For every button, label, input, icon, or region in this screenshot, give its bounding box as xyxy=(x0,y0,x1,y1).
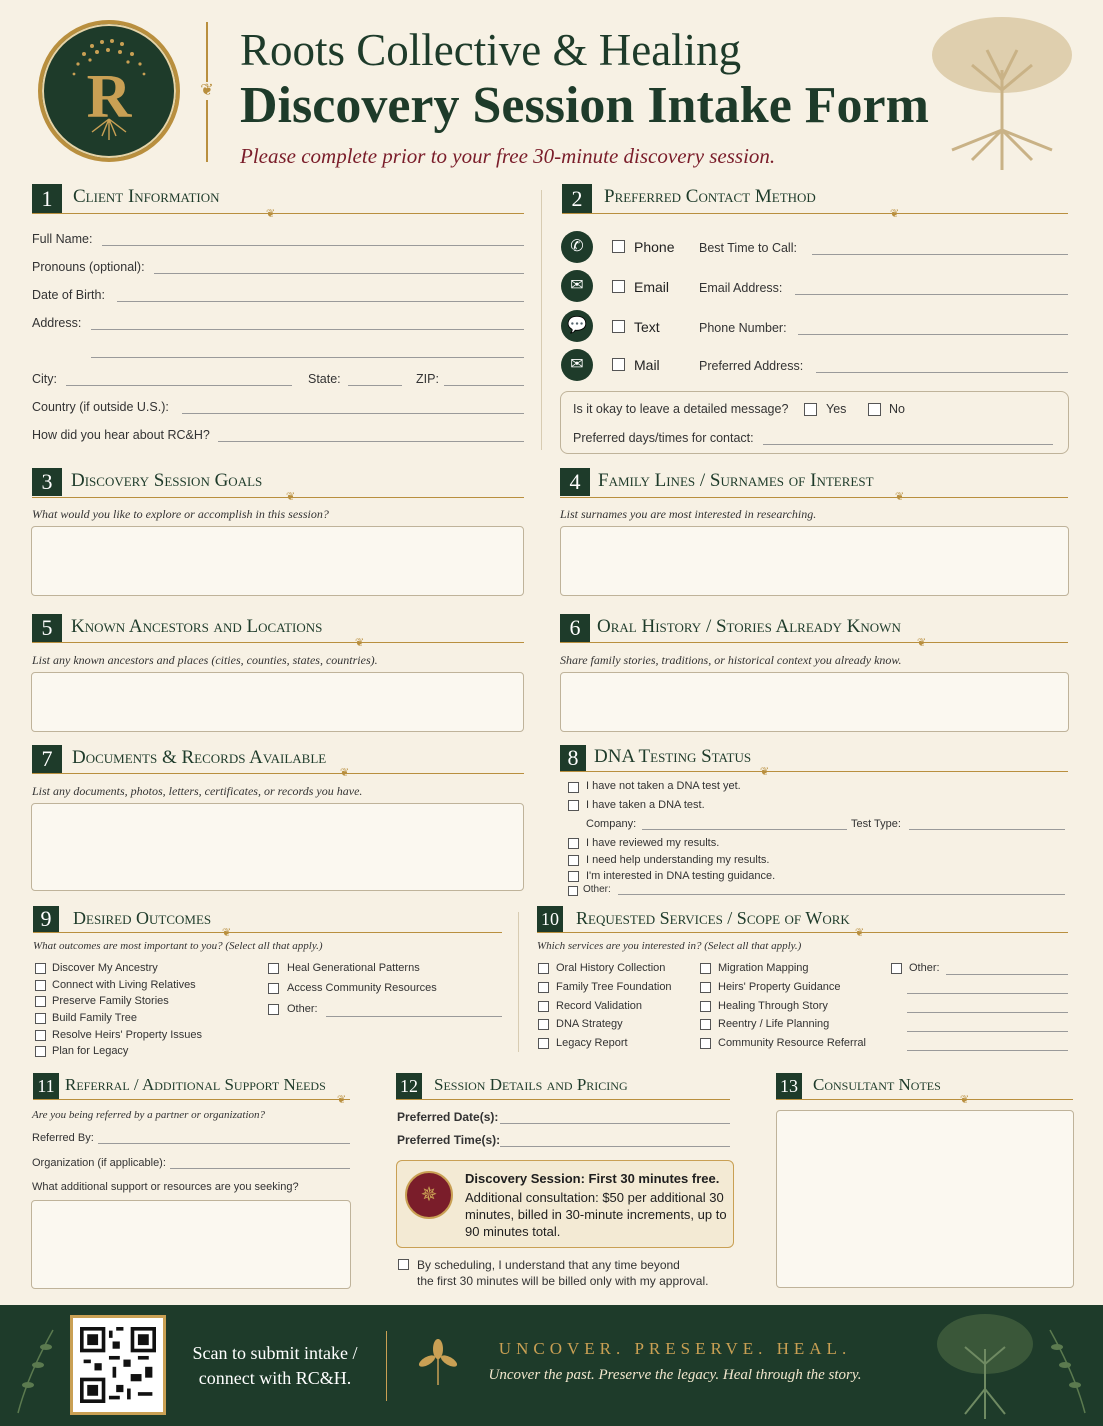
outcome-checkbox[interactable] xyxy=(35,963,46,974)
goals-textarea[interactable] xyxy=(31,526,524,596)
dna-taken-label: I have taken a DNA test. xyxy=(586,799,705,811)
leaf-ornament-icon: ❦ xyxy=(222,927,232,939)
service-label: Legacy Report xyxy=(556,1037,628,1049)
section-number-4: 4 xyxy=(560,468,590,496)
section-rule xyxy=(560,642,1068,643)
phone-option-label: Phone xyxy=(634,239,675,255)
section-number-10: 10 xyxy=(537,906,563,932)
preferred-days-field[interactable] xyxy=(763,444,1053,445)
address-field-line-2[interactable] xyxy=(91,357,524,358)
column-divider xyxy=(541,190,542,450)
leaf-ornament-icon: ❦ xyxy=(895,491,905,503)
preferred-address-field[interactable] xyxy=(816,372,1068,373)
outcome-label: Access Community Resources xyxy=(287,982,437,994)
mail-icon: ✉ xyxy=(561,349,593,381)
message-yes-label: Yes xyxy=(826,402,847,416)
form-subtitle: Please complete prior to your free 30-minute discovery session. xyxy=(240,144,776,168)
leaf-ornament-icon: ❦ xyxy=(198,82,216,100)
service-other-label: Other: xyxy=(909,962,940,974)
address-field-line-1[interactable] xyxy=(91,329,524,330)
service-other-field-4[interactable] xyxy=(907,1031,1068,1032)
section-number-9: 9 xyxy=(33,906,59,932)
outcome-checkbox[interactable] xyxy=(268,963,279,974)
preferred-date-label: Preferred Date(s): xyxy=(397,1110,499,1124)
country-field[interactable] xyxy=(182,413,524,414)
dna-other-checkbox[interactable] xyxy=(568,886,578,896)
best-time-label: Best Time to Call: xyxy=(699,241,797,255)
surnames-prompt: List surnames you are most interested in researching. xyxy=(560,507,817,521)
dob-label: Date of Birth: xyxy=(32,288,105,302)
referral-prompt: Are you being referred by a partner or organization? xyxy=(32,1109,266,1121)
email-address-field[interactable] xyxy=(795,294,1068,295)
dob-field[interactable] xyxy=(117,301,524,302)
email-checkbox[interactable] xyxy=(612,280,625,293)
tree-of-life-icon xyxy=(930,1309,1040,1421)
preferred-days-label: Preferred days/times for contact: xyxy=(573,431,754,445)
leaf-ornament-icon: ❦ xyxy=(340,767,350,779)
section-title-referral: Referral / Additional Support Needs xyxy=(65,1075,326,1094)
heard-field[interactable] xyxy=(218,441,524,442)
section-number-6: 6 xyxy=(560,614,590,642)
section-number-12: 12 xyxy=(396,1073,422,1099)
billing-consent-line-2: the first 30 minutes will be billed only with my approval. xyxy=(417,1274,709,1288)
pricing-title: Discovery Session: First 30 minutes free. xyxy=(465,1171,720,1186)
oral-history-textarea[interactable] xyxy=(560,672,1069,732)
service-checkbox[interactable] xyxy=(538,963,549,974)
service-checkbox[interactable] xyxy=(700,1001,711,1012)
service-label: Healing Through Story xyxy=(718,1000,828,1012)
service-label: Family Tree Foundation xyxy=(556,981,672,993)
service-label: Community Resource Referral xyxy=(718,1037,866,1049)
section-title-outcomes: Desired Outcomes xyxy=(73,908,212,928)
address-label: Address: xyxy=(32,316,82,330)
outcome-label: Heal Generational Patterns xyxy=(287,962,420,974)
outcome-other-checkbox[interactable] xyxy=(268,1004,279,1015)
leaf-ornament-icon: ❦ xyxy=(890,208,900,220)
dna-other-field[interactable] xyxy=(618,894,1065,895)
pricing-box xyxy=(396,1160,734,1248)
section-number-3: 3 xyxy=(32,468,62,496)
outcome-label: Plan for Legacy xyxy=(52,1045,129,1057)
outcome-checkbox[interactable] xyxy=(268,983,279,994)
section-title-ancestors: Known Ancestors and Locations xyxy=(71,616,323,637)
message-yes-checkbox[interactable] xyxy=(804,403,817,416)
phone-checkbox[interactable] xyxy=(612,240,625,253)
service-label: Oral History Collection xyxy=(556,962,666,974)
dna-taken-checkbox[interactable] xyxy=(568,800,579,811)
section-title-client-info: Client Information xyxy=(73,186,220,207)
dna-not-taken-checkbox[interactable] xyxy=(568,782,579,793)
section-number-13: 13 xyxy=(776,1073,802,1099)
leaf-emblem-icon xyxy=(415,1337,461,1387)
support-question: What additional support or resources are you seeking? xyxy=(32,1181,299,1193)
section-title-documents: Documents & Records Available xyxy=(72,747,327,768)
leaf-ornament-icon: ❦ xyxy=(355,637,365,649)
service-checkbox[interactable] xyxy=(700,1038,711,1049)
mail-option-label: Mail xyxy=(634,357,660,373)
zip-field[interactable] xyxy=(444,385,524,386)
leaf-ornament-icon: ❦ xyxy=(960,1094,970,1106)
documents-prompt: List any documents, photos, letters, certificates, or records you have. xyxy=(32,784,363,798)
service-other-field-5[interactable] xyxy=(907,1050,1068,1051)
dna-test-type-label: Test Type: xyxy=(851,818,901,830)
dna-test-type-field[interactable] xyxy=(909,829,1065,830)
outcome-label: Resolve Heirs' Property Issues xyxy=(52,1029,203,1041)
section-title-surnames: Family Lines / Surnames of Interest xyxy=(598,470,874,491)
country-label: Country (if outside U.S.): xyxy=(32,400,169,414)
footer-scan-text xyxy=(180,1341,370,1391)
oral-history-prompt: Share family stories, traditions, or historical context you already know. xyxy=(560,653,902,667)
leaf-branch-icon xyxy=(8,1325,58,1415)
outcome-other-field[interactable] xyxy=(326,1016,502,1017)
organization-label: Organization (if applicable): xyxy=(32,1157,166,1169)
pronouns-field[interactable] xyxy=(154,273,524,274)
footer-scan-line-2: connect with RC&H. xyxy=(198,1368,352,1388)
logo-emblem xyxy=(38,20,180,162)
mail-checkbox[interactable] xyxy=(612,358,625,371)
section-number-7: 7 xyxy=(32,745,62,773)
outcome-checkbox[interactable] xyxy=(35,1046,46,1057)
service-other-field-1[interactable] xyxy=(946,974,1068,975)
city-field[interactable] xyxy=(66,385,292,386)
dna-help-label: I need help understanding my results. xyxy=(586,854,770,866)
dna-other-label: Other: xyxy=(583,884,611,895)
message-question: Is it okay to leave a detailed message? xyxy=(573,402,789,416)
org-name: Roots Collective & Healing xyxy=(240,25,742,75)
outcome-checkbox[interactable] xyxy=(35,980,46,991)
footer-tagline: Uncover the past. Preserve the legacy. Heal through the story. xyxy=(488,1367,862,1383)
best-time-field[interactable] xyxy=(812,254,1068,255)
goals-prompt: What would you like to explore or accomplish in this session? xyxy=(32,507,329,521)
pricing-text: Additional consultation: $50 per additional 30 minutes, billed in 30-minute increments, up to 90 minutes total. xyxy=(465,1190,727,1239)
preferred-date-field[interactable] xyxy=(500,1123,730,1124)
text-option-label: Text xyxy=(634,319,660,335)
section-number-2: 2 xyxy=(562,184,592,214)
dna-guidance-checkbox[interactable] xyxy=(568,871,579,882)
section-rule xyxy=(32,642,524,643)
section-rule xyxy=(537,932,1068,933)
message-no-checkbox[interactable] xyxy=(868,403,881,416)
dna-company-field[interactable] xyxy=(642,829,847,830)
text-checkbox[interactable] xyxy=(612,320,625,333)
outcome-checkbox[interactable] xyxy=(35,1013,46,1024)
section-title-goals: Discovery Session Goals xyxy=(71,470,263,491)
full-name-field[interactable] xyxy=(102,245,524,246)
dna-guidance-label: I'm interested in DNA testing guidance. xyxy=(586,870,776,882)
dna-company-label: Company: xyxy=(586,818,637,830)
email-address-label: Email Address: xyxy=(699,281,783,295)
leaf-ornament-icon: ❦ xyxy=(760,766,770,778)
leaf-ornament-icon: ❦ xyxy=(855,927,865,939)
organization-field[interactable] xyxy=(170,1168,350,1169)
service-checkbox[interactable] xyxy=(700,1019,711,1030)
section-rule xyxy=(560,497,1068,498)
outcome-label: Preserve Family Stories xyxy=(52,995,169,1007)
section-rule xyxy=(776,1099,1073,1100)
dna-reviewed-checkbox[interactable] xyxy=(568,838,579,849)
section-title-session: Session Details and Pricing xyxy=(434,1075,628,1094)
preferred-address-label: Preferred Address: xyxy=(699,359,804,373)
section-title-services: Requested Services / Scope of Work xyxy=(576,908,850,928)
consultant-notes-textarea[interactable] xyxy=(776,1110,1074,1288)
section-number-11: 11 xyxy=(33,1073,59,1099)
chat-bubble-icon: 💬 xyxy=(561,310,593,342)
service-checkbox[interactable] xyxy=(538,1019,549,1030)
section-rule xyxy=(33,932,502,933)
section-number-1: 1 xyxy=(32,184,62,214)
outcome-checkbox[interactable] xyxy=(35,1030,46,1041)
qr-code[interactable] xyxy=(70,1315,166,1415)
surnames-textarea[interactable] xyxy=(560,526,1069,596)
section-rule xyxy=(32,497,524,498)
tree-of-life-icon xyxy=(912,10,1092,175)
service-other-checkbox[interactable] xyxy=(891,963,902,974)
outcome-label: Connect with Living Relatives xyxy=(52,979,196,991)
section-title-oral-history: Oral History / Stories Already Known xyxy=(597,616,901,637)
zip-label: ZIP: xyxy=(416,372,439,386)
service-label: DNA Strategy xyxy=(556,1018,623,1030)
city-label: City: xyxy=(32,372,57,386)
service-label: Record Validation xyxy=(556,1000,643,1012)
outcome-label: Discover My Ancestry xyxy=(52,962,158,974)
section-number-5: 5 xyxy=(32,614,62,642)
compass-badge-icon: ✵ xyxy=(405,1171,453,1219)
outcome-label: Build Family Tree xyxy=(52,1012,137,1024)
service-checkbox[interactable] xyxy=(700,963,711,974)
service-other-field-2[interactable] xyxy=(907,993,1068,994)
referred-by-label: Referred By: xyxy=(32,1132,94,1144)
preferred-time-field[interactable] xyxy=(500,1146,730,1147)
dna-not-taken-label: I have not taken a DNA test yet. xyxy=(586,780,741,792)
section-rule xyxy=(32,213,524,214)
section-rule xyxy=(560,771,1068,772)
leaf-ornament-icon: ❦ xyxy=(286,491,296,503)
phone-number-field[interactable] xyxy=(798,334,1068,335)
services-prompt: Which services are you interested in? (Select all that apply.) xyxy=(537,940,802,952)
leaf-branch-icon xyxy=(1045,1325,1095,1415)
service-label: Reentry / Life Planning xyxy=(718,1018,830,1030)
logo-letter: R xyxy=(86,63,132,131)
section-rule xyxy=(32,773,524,774)
leaf-ornament-icon: ❦ xyxy=(266,208,276,220)
footer-scan-line-1: Scan to submit intake / xyxy=(192,1343,358,1363)
service-checkbox[interactable] xyxy=(538,1038,549,1049)
leaf-ornament-icon: ❦ xyxy=(917,637,927,649)
support-textarea[interactable] xyxy=(31,1200,351,1289)
message-no-label: No xyxy=(889,402,905,416)
service-other-field-3[interactable] xyxy=(907,1012,1068,1013)
section-rule xyxy=(33,1099,350,1100)
qr-code-icon xyxy=(80,1325,156,1405)
footer-motto: UNCOVER. PRESERVE. HEAL. xyxy=(498,1339,852,1358)
section-rule xyxy=(562,213,1068,214)
dna-help-checkbox[interactable] xyxy=(568,855,579,866)
state-label: State: xyxy=(308,372,341,386)
section-number-8: 8 xyxy=(560,745,586,771)
section-title-contact: Preferred Contact Method xyxy=(604,186,816,207)
referred-by-field[interactable] xyxy=(98,1143,350,1144)
pronouns-label: Pronouns (optional): xyxy=(32,260,145,274)
footer-banner xyxy=(0,1305,1103,1426)
heard-label: How did you hear about RC&H? xyxy=(32,428,210,442)
phone-number-label: Phone Number: xyxy=(699,321,787,335)
section-title-notes: Consultant Notes xyxy=(813,1075,941,1094)
ancestors-textarea[interactable] xyxy=(31,672,524,732)
phone-icon: ✆ xyxy=(561,231,593,263)
state-field[interactable] xyxy=(348,385,402,386)
service-label: Migration Mapping xyxy=(718,962,809,974)
envelope-icon: ✉ xyxy=(561,270,593,302)
column-divider xyxy=(518,912,519,1052)
email-option-label: Email xyxy=(634,279,670,295)
footer-divider xyxy=(386,1331,387,1401)
service-label: Heirs' Property Guidance xyxy=(718,981,841,993)
service-checkbox[interactable] xyxy=(700,982,711,993)
service-checkbox[interactable] xyxy=(538,1001,549,1012)
billing-consent-line-1: By scheduling, I understand that any time beyond xyxy=(417,1258,680,1272)
outcome-checkbox[interactable] xyxy=(35,996,46,1007)
service-checkbox[interactable] xyxy=(538,982,549,993)
outcomes-prompt: What outcomes are most important to you? (Select all that apply.) xyxy=(33,940,323,952)
ancestors-prompt: List any known ancestors and places (cities, counties, states, countries). xyxy=(32,653,378,667)
documents-textarea[interactable] xyxy=(31,803,524,891)
dna-reviewed-label: I have reviewed my results. xyxy=(586,837,720,849)
section-rule xyxy=(396,1099,730,1100)
form-title: Discovery Session Intake Form xyxy=(240,77,929,134)
full-name-label: Full Name: xyxy=(32,232,93,246)
section-title-dna: DNA Testing Status xyxy=(594,746,752,767)
billing-consent-checkbox[interactable] xyxy=(398,1259,409,1270)
leaf-ornament-icon: ❦ xyxy=(337,1094,347,1106)
outcome-other-label: Other: xyxy=(287,1003,318,1015)
preferred-time-label: Preferred Time(s): xyxy=(397,1133,501,1147)
